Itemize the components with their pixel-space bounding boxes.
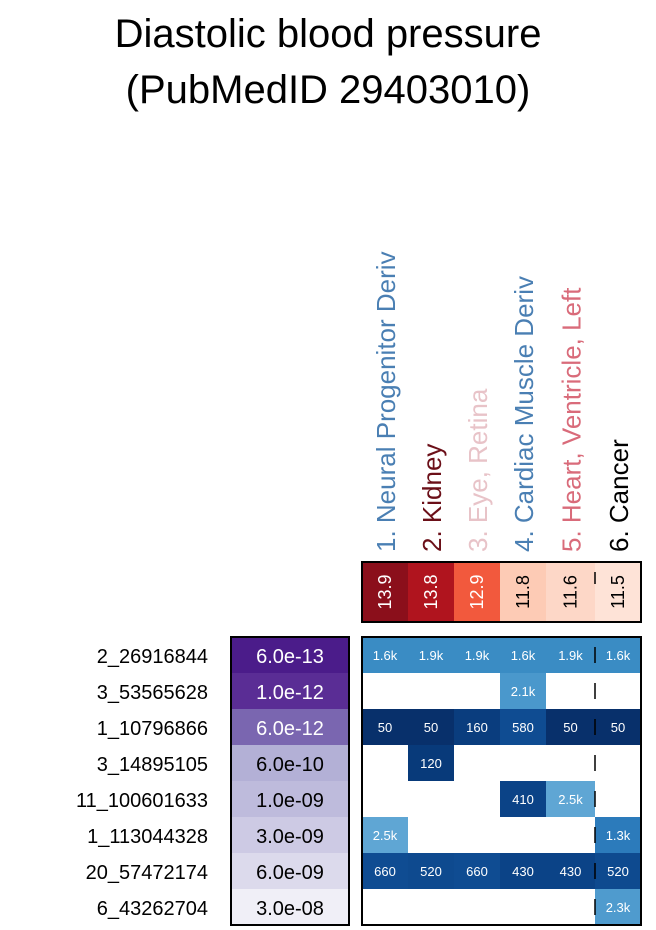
heatmap-cell-label: 2.1k	[510, 684, 536, 699]
column-label: 5. Heart, Ventricle, Left	[556, 287, 587, 552]
pvalue-label: 6.0e-09	[256, 862, 324, 884]
heatmap-cell-label: 660	[374, 864, 396, 879]
pvalue-label: 6.0e-13	[256, 646, 324, 668]
score-label: 12.9	[467, 574, 487, 610]
column-label: 3. Eye, Retina	[463, 388, 493, 552]
score-label: 13.9	[375, 574, 395, 610]
chart-title-line-1: Diastolic blood pressure	[114, 12, 542, 56]
heatmap-cell-label: 660	[466, 864, 488, 879]
score-label: 11.5	[608, 575, 628, 609]
heatmap-cell-label: 50	[377, 720, 393, 735]
heatmap-cell-label: 160	[466, 720, 488, 735]
heatmap-cell-label: 50	[423, 720, 439, 735]
heatmap-cell-label: 1.3k	[605, 828, 631, 843]
column-label: 2. Kidney	[417, 443, 447, 552]
score-label: 13.8	[421, 574, 441, 610]
snp-label: 1_113044328	[87, 826, 208, 848]
heatmap-cell-label: 120	[420, 756, 442, 771]
snp-label: 3_53565628	[96, 682, 208, 704]
heatmap-cell-label: 580	[512, 720, 534, 735]
snp-label: 1_10796866	[96, 718, 208, 740]
heatmap-cell-label: 520	[607, 864, 629, 879]
heatmap-cell-label: 50	[610, 720, 626, 735]
heatmap-cell-label: 520	[420, 864, 442, 879]
heatmap-cell-label: 2.5k	[372, 828, 398, 843]
column-label: 4. Cardiac Muscle Deriv	[509, 276, 539, 552]
snp-label: 20_57472174	[85, 862, 208, 884]
heatmap-cell-label: 2.3k	[605, 900, 631, 915]
snp-label: 3_14895105	[96, 754, 208, 776]
snp-label: 11_100601633	[76, 790, 208, 812]
snp-label: 2_26916844	[96, 646, 208, 668]
heatmap-cell-label: 1.9k	[464, 648, 490, 663]
heatmap-cell-label: 430	[559, 864, 582, 879]
column-label: 6. Cancer	[604, 439, 634, 552]
chart-title-line-2: (PubMedID 29403010)	[125, 68, 531, 112]
heatmap-cell-label: 2.5k	[558, 792, 583, 807]
pvalue-label: 1.0e-12	[256, 682, 324, 704]
snp-label: 6_43262704	[96, 898, 208, 920]
heatmap-cell-label: 1.6k	[510, 648, 536, 663]
heatmap-cell-label: 1.9k	[558, 648, 583, 663]
score-label: 11.6	[560, 575, 581, 609]
heatmap-cell-label: 410	[512, 792, 534, 807]
heatmap-cell-label: 430	[512, 864, 534, 879]
heatmap-cell-label: 1.6k	[605, 648, 631, 663]
heatmap-cell-label: 1.9k	[418, 648, 444, 663]
pvalue-label: 1.0e-09	[256, 790, 324, 812]
pvalue-label: 6.0e-10	[256, 754, 324, 776]
heatmap-cell-label: 1.6k	[372, 648, 398, 663]
score-label: 11.8	[513, 575, 533, 609]
heatmap-cell-label: 50	[563, 720, 578, 735]
pvalue-label: 3.0e-08	[256, 898, 324, 920]
pvalue-label: 3.0e-09	[256, 826, 324, 848]
column-label: 1. Neural Progenitor Deriv	[371, 251, 401, 552]
pvalue-label: 6.0e-12	[256, 718, 324, 740]
